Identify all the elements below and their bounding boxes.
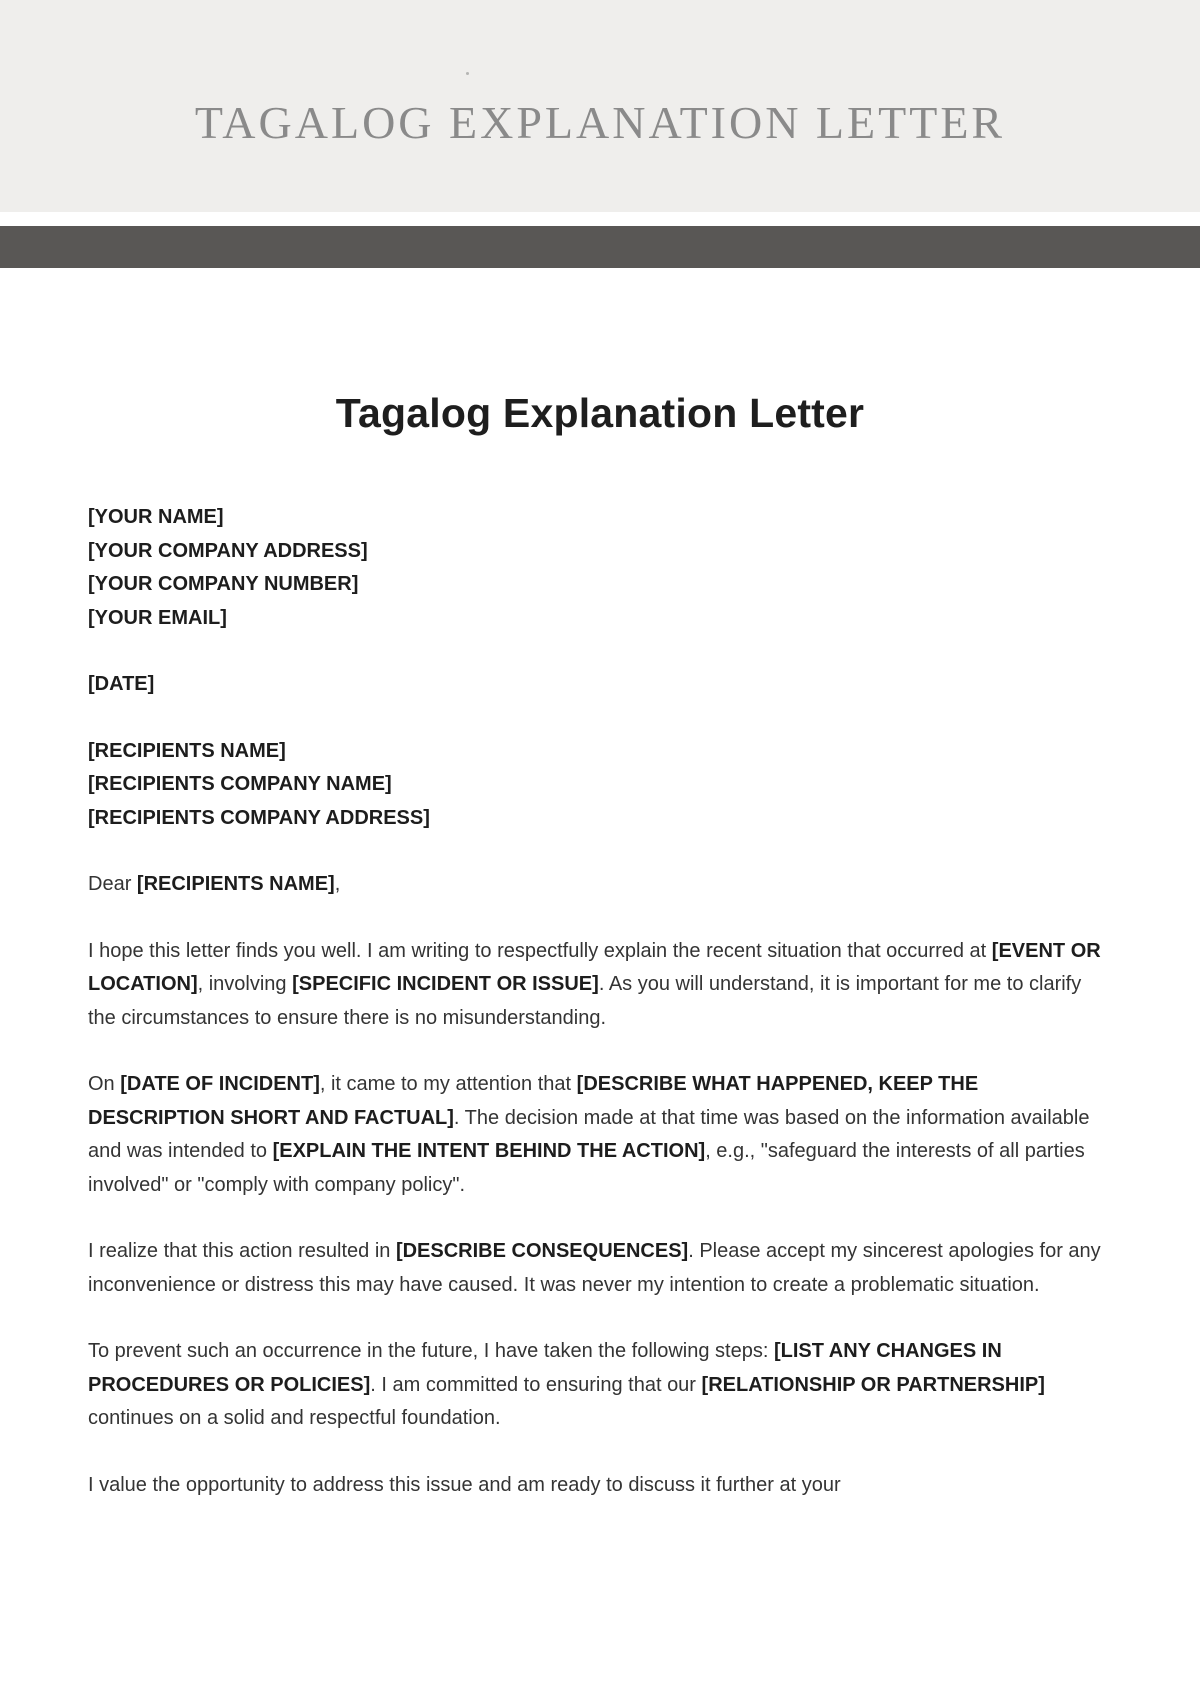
placeholder-text: [YOUR EMAIL] (88, 606, 227, 629)
placeholder-text: [YOUR COMPANY ADDRESS] (88, 539, 368, 562)
dark-divider-band (0, 226, 1200, 268)
banner-gap (0, 212, 1200, 226)
placeholder-text: [EVENT OR LOCATION] (88, 939, 1101, 995)
banner-title: TAGALOG EXPLANATION LETTER (194, 97, 1006, 148)
placeholder-text: [SPECIFIC INCIDENT OR ISSUE] (292, 973, 599, 995)
placeholder-text: [LIST ANY CHANGES IN PROCEDURES OR POLICIES] (88, 1340, 1002, 1396)
letter-block (88, 935, 1112, 1036)
body-text: . As you will understand, it is important for me to clarify the circumstances to ensure there is no misunderstanding. (88, 973, 1082, 1029)
placeholder-text: [YOUR COMPANY NUMBER] (88, 573, 359, 595)
letter-block (88, 735, 1112, 836)
letter-line (88, 868, 1112, 902)
letter-line (88, 668, 1112, 702)
letter-block (88, 1068, 1112, 1202)
letter-line (88, 1068, 1112, 1202)
placeholder-text: [RECIPIENTS COMPANY ADDRESS] (88, 806, 430, 829)
body-text: , involving (197, 973, 293, 995)
letter-heading: Tagalog Explanation Letter (335, 390, 865, 436)
body-text: . The decision made at that time was based on the information available and was intended to (88, 1106, 1090, 1162)
body-text: On (88, 1073, 121, 1095)
letter-line (88, 802, 1112, 836)
letter-block (88, 868, 1112, 902)
placeholder-text: [EXPLAIN THE INTENT BEHIND THE ACTION] (272, 1140, 706, 1162)
body-text: . I am committed to ensuring that our (370, 1373, 702, 1396)
letter-line (88, 1335, 1112, 1436)
body-text: To prevent such an occurrence in the future, I have taken the following steps: (88, 1340, 774, 1362)
letter-block (88, 668, 1112, 702)
letter-block (88, 1335, 1112, 1436)
letter-blocks (88, 501, 1112, 1502)
letter-block (88, 1469, 1112, 1503)
placeholder-text: [DESCRIBE WHAT HAPPENED, KEEP THE DESCRIPTION SHORT AND FACTUAL] (88, 1073, 979, 1129)
body-text: , it came to my attention that (319, 1073, 577, 1095)
body-text: I hope this letter finds you well. I am writing to respectfully explain the recent situation that occurred at (88, 939, 992, 962)
placeholder-text: [DESCRIBE CONSEQUENCES] (395, 1240, 689, 1262)
page-banner (0, 0, 1200, 212)
placeholder-text: [YOUR NAME] (88, 506, 224, 528)
body-text: . Please accept my sincerest apologies for any inconvenience or distress this may have caused. It was never my intention to create a problematic situation. (88, 1240, 1101, 1296)
placeholder-text: [RELATIONSHIP OR PARTNERSHIP] (701, 1373, 1045, 1396)
body-text: , (334, 873, 341, 895)
letter-line (88, 768, 1112, 802)
placeholder-text: [RECIPIENTS COMPANY NAME] (88, 773, 392, 795)
letter-line (88, 1469, 1112, 1503)
placeholder-text: [RECIPIENTS NAME] (88, 739, 286, 762)
placeholder-text: [DATE OF INCIDENT] (120, 1073, 320, 1095)
placeholder-text: [RECIPIENTS NAME] (136, 873, 335, 895)
body-text: Dear (88, 873, 137, 895)
letter-line (88, 568, 1112, 602)
letter-line (88, 501, 1112, 535)
placeholder-text: [DATE] (88, 673, 155, 695)
banner-dot (466, 72, 469, 75)
letter-line (88, 1235, 1112, 1302)
letter-line (88, 535, 1112, 569)
letter-line (88, 935, 1112, 1036)
letter-block (88, 1235, 1112, 1302)
body-text: I value the opportunity to address this issue and am ready to discuss it further at your (88, 1473, 841, 1496)
letter-line (88, 602, 1112, 636)
body-text: , e.g., "safeguard the interests of all parties involved" or "comply with company policy". (88, 1140, 1085, 1196)
letter-document (0, 268, 1200, 1502)
letter-line (88, 735, 1112, 769)
body-text: continues on a solid and respectful foundation. (88, 1407, 501, 1429)
body-text: I realize that this action resulted in (88, 1240, 396, 1262)
letter-block (88, 501, 1112, 635)
